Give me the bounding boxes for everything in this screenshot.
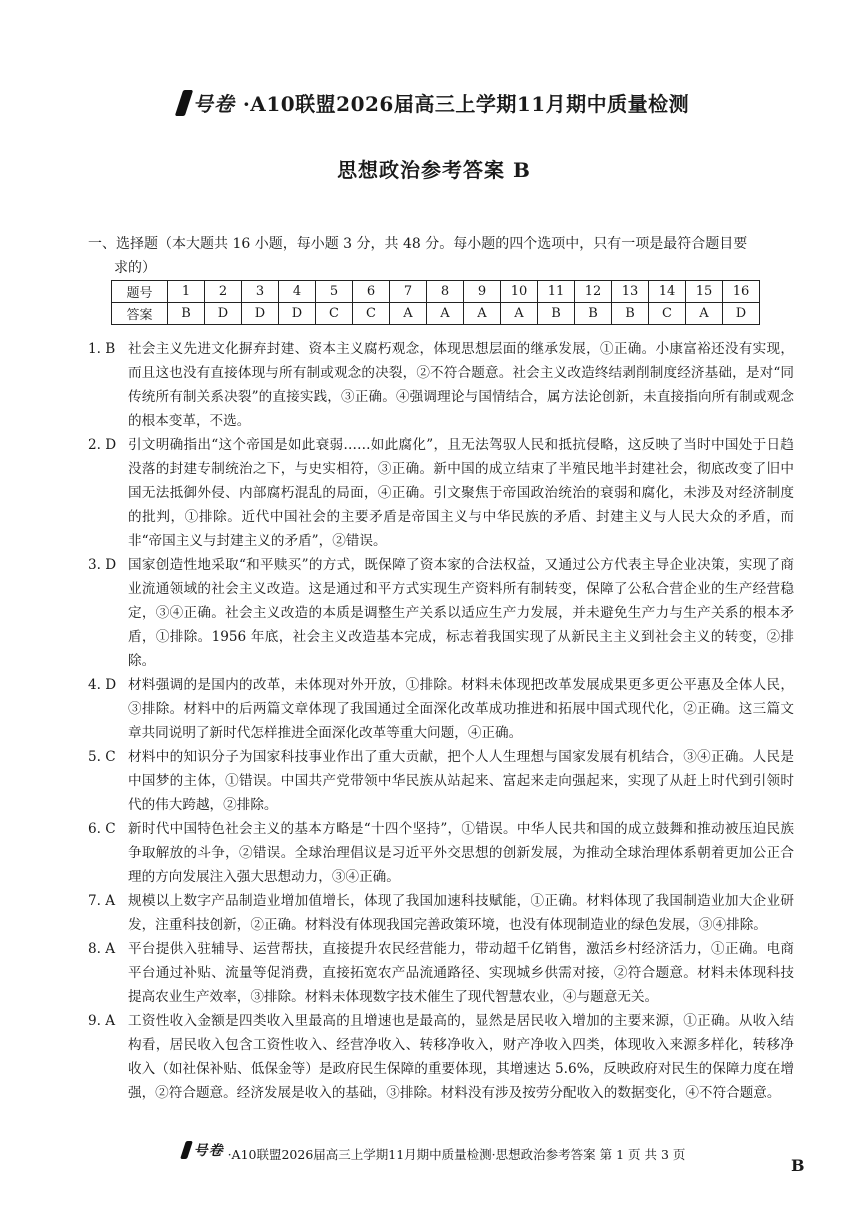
item-number: 2. D [88, 437, 117, 453]
item-number: 4. D [88, 677, 117, 693]
pen-logo-icon [175, 90, 193, 116]
number-cell: 6 [353, 281, 390, 303]
item-number: 1. B [88, 341, 116, 357]
answer-cell: B [168, 303, 205, 325]
number-cell: 15 [686, 281, 723, 303]
number-cell: 16 [723, 281, 760, 303]
answer-cell: B [612, 303, 649, 325]
item-number: 3. D [88, 557, 117, 573]
explanation-item [88, 745, 794, 817]
answer-cell: D [242, 303, 279, 325]
number-cell: 4 [279, 281, 316, 303]
item-text: 新时代中国特色社会主义的基本方略是“十四个坚持”，①错误。中华人民共和国的成立鼓舞和推动被压迫民族争取解放的斗争，②错误。全球治理倡议是习近平外交思想的创新发展，为推动全球治理体系朝着更加公正合理的方向发展注入强大思想动力，③④正确。 [128, 821, 794, 885]
number-cell: 5 [316, 281, 353, 303]
explanation-item [88, 937, 794, 1009]
explanation-item [88, 1009, 794, 1105]
item-text: 规模以上数字产品制造业增加值增长，体现了我国加速科技赋能，①正确。材料体现了我国制造业加大企业研发，注重科技创新，②正确。材料没有体现我国完善政策环境，也没有体现制造业的绿色发展，③④排除。 [128, 893, 794, 933]
answer-label-cell: 答案 [112, 303, 168, 325]
section-heading [88, 232, 788, 280]
answer-cell: A [390, 303, 427, 325]
item-number: 5. C [88, 749, 116, 765]
answer-cell: D [205, 303, 242, 325]
number-cell: 7 [390, 281, 427, 303]
explanation-item [88, 553, 794, 673]
item-text: 平台提供入驻辅导、运营帮扶，直接提升农民经营能力，带动超千亿销售，激活乡村经济活力，①正确。电商平台通过补贴、流量等促消费，直接拓宽农产品流通路径、实现城乡供需对接，②符合题意。材料未体现科技提高农业生产效率，③排除。材料未体现数字技术催生了现代智慧农业，④与题意无关。 [128, 941, 794, 1005]
answer-cell: D [279, 303, 316, 325]
answer-cell: C [316, 303, 353, 325]
item-text: 材料中的知识分子为国家科技事业作出了重大贡献，把个人人生理想与国家发展有机结合，③④正确。人民是中国梦的主体，①错误。中国共产党带领中华民族从站起来、富起来走向强起来，实现了从赶上时代到引领时代的伟大跨越，②排除。 [128, 749, 794, 813]
number-cell: 13 [612, 281, 649, 303]
answer-table-answer-row [112, 303, 760, 325]
number-cell: 8 [427, 281, 464, 303]
number-cell: 14 [649, 281, 686, 303]
number-cell: 9 [464, 281, 501, 303]
footer-logo [183, 1140, 224, 1160]
answer-cell: A [501, 303, 538, 325]
section-heading-line2: 求的） [114, 260, 156, 276]
footer-text: ·A10联盟2026届高三上学期11月期中质量检测·思想政治参考答案 第 1 页 共 3 页 [227, 1147, 686, 1162]
number-cell: 12 [575, 281, 612, 303]
title-row [179, 88, 689, 117]
page-title: ·A10联盟2026届高三上学期11月期中质量检测 [242, 92, 690, 116]
answer-cell: B [575, 303, 612, 325]
explanation-item [88, 817, 794, 889]
item-text: 社会主义先进文化摒弃封建、资本主义腐朽观念，体现思想层面的继承发展，①正确。小康富裕还没有实现，而且这也没有直接体现与所有制或观念的决裂，②不符合题意。社会主义改造终结剥削制度经济基础，是对“同传统所有制关系决裂”的直接实践，③正确。④强调理论与国情结合，属方法论创新，未直接指向所有制或观念的根本变革，不选。 [128, 341, 794, 429]
item-number: 6. C [88, 821, 116, 837]
answer-table-number-row [112, 281, 760, 303]
pen-logo-icon [180, 1141, 193, 1159]
number-cell: 1 [168, 281, 205, 303]
footer-logo-text: 号卷 [193, 1143, 224, 1159]
explanation-item [88, 433, 794, 553]
item-number: 9. A [88, 1013, 116, 1029]
header [0, 88, 868, 183]
answer-cell: A [464, 303, 501, 325]
item-text: 材料强调的是国内的改革，未体现对外开放，①排除。材料未体现把改革发展成果更多更公平惠及全体人民，③排除。材料中的后两篇文章体现了我国通过全面深化改革成功推进和拓展中国式现代化，②正确。这三篇文章共同说明了新时代怎样推进全面深化改革等重大问题，④正确。 [128, 677, 794, 741]
number-cell: 11 [538, 281, 575, 303]
answer-cell: D [723, 303, 760, 325]
answer-cell: A [686, 303, 723, 325]
version-mark: B [791, 1156, 805, 1175]
brand-logo [179, 88, 235, 117]
item-text: 工资性收入金额是四类收入里最高的且增速也是最高的，显然是居民收入增加的主要来源，①正确。从收入结构看，居民收入包含工资性收入、经营净收入、转移净收入，财产净收入四类，体现收入来源多样化，转移净收入（如社保补贴、低保金等）是政府民生保障的重要体现，其增速达 5.6%，反映政府对民生的保障力度在增强，②符合题意。经济发展是收入的基础，③排除。材料没有涉及按劳分配收入的数据变化，④不符合题意。 [128, 1013, 794, 1101]
item-text: 国家创造性地采取“和平赎买”的方式，既保障了资本家的合法权益，又通过公方代表主导企业决策，实现了商业流通领域的社会主义改造。这是通过和平方式实现生产资料所有制转变，保障了公私合营企业的生产经营稳定，③④正确。社会主义改造的本质是调整生产关系以适应生产力发展，并未避免生产力与生产关系的根本矛盾，①排除。1956 年底，社会主义改造基本完成，标志着我国实现了从新民主主义到社会主义的转变，②排除。 [128, 557, 794, 669]
answer-cell: B [538, 303, 575, 325]
answer-table [111, 280, 760, 325]
answer-cell: A [427, 303, 464, 325]
answer-explanations [88, 337, 794, 1105]
explanation-item [88, 889, 794, 937]
explanation-item [88, 673, 794, 745]
section-heading-line1: 一、选择题（本大题共 16 小题，每小题 3 分，共 48 分。每小题的四个选项中，只有一项是最符合题目要 [88, 236, 748, 252]
number-cell: 10 [501, 281, 538, 303]
item-number: 8. A [88, 941, 116, 957]
logo-text: 号卷 [192, 92, 235, 116]
answer-cell: C [649, 303, 686, 325]
number-cell: 3 [242, 281, 279, 303]
answer-cell: C [353, 303, 390, 325]
item-text: 引文明确指出“这个帝国是如此衰弱……如此腐化”，且无法驾驭人民和抵抗侵略，这反映了当时中国处于日趋没落的封建专制统治之下，与史实相符，③正确。新中国的成立结束了半殖民地半封建社会，彻底改变了旧中国无法抵御外侵、内部腐朽混乱的局面，④正确。引文聚焦于帝国政治统治的衰弱和腐化，未涉及对经济制度的批判，①排除。近代中国社会的主要矛盾是帝国主义与中华民族的矛盾、封建主义与人民大众的矛盾，而非“帝国主义与封建主义的矛盾”，②错误。 [128, 437, 794, 549]
page-footer [0, 1140, 868, 1163]
explanation-item [88, 337, 794, 433]
number-label-cell: 题号 [112, 281, 168, 303]
page-subtitle: 思想政治参考答案 B [337, 157, 531, 182]
number-cell: 2 [205, 281, 242, 303]
item-number: 7. A [88, 893, 116, 909]
